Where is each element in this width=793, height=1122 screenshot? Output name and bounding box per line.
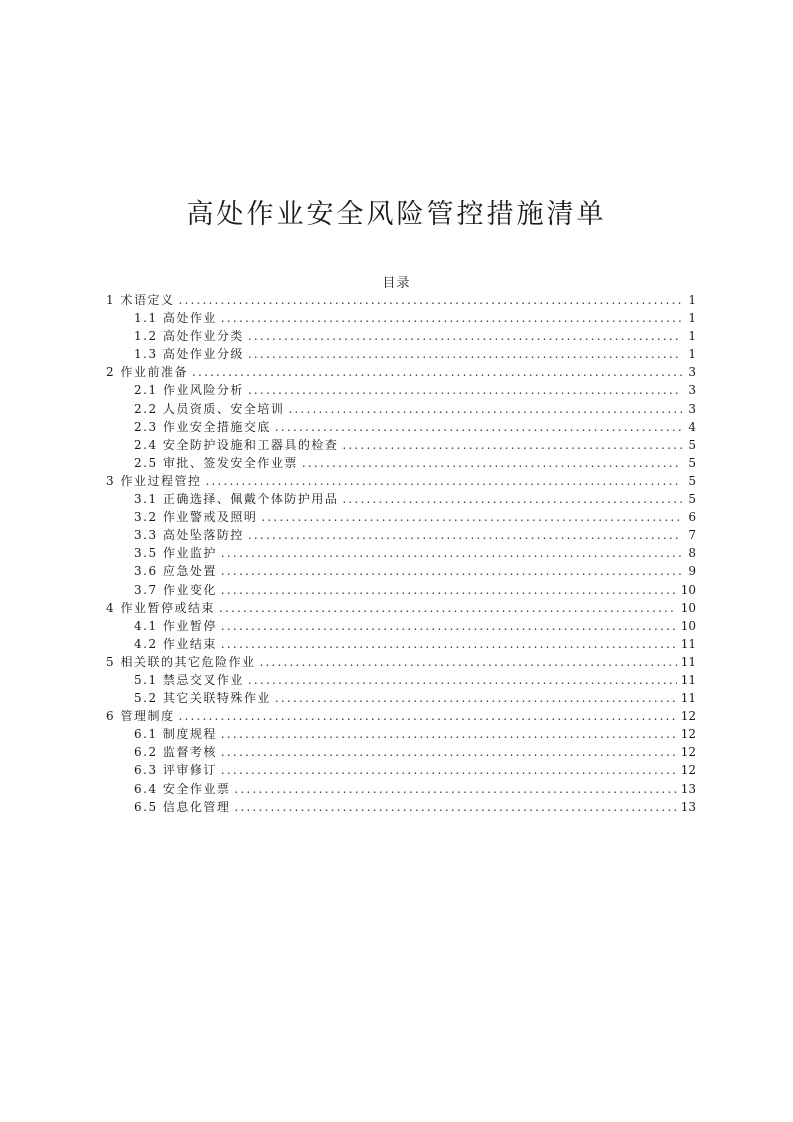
toc-dot-leader — [248, 671, 677, 689]
toc-entry[interactable] — [106, 327, 696, 345]
toc-entry[interactable] — [106, 454, 696, 472]
toc-entry-label: 3.2 作业警戒及照明 — [134, 510, 258, 525]
toc-dot-leader — [221, 617, 677, 635]
toc-entry[interactable] — [106, 798, 696, 816]
toc-entry[interactable] — [106, 472, 696, 490]
toc-entry-label: 1.2 高处作业分类 — [134, 329, 244, 344]
toc-page-number: 10 — [680, 618, 696, 633]
toc-dot-leader — [205, 472, 682, 490]
toc-dot-leader — [248, 327, 682, 345]
toc-entry-label: 2.1 作业风险分析 — [134, 383, 244, 398]
toc-entry-label: 4.1 作业暂停 — [134, 618, 217, 633]
toc-dot-leader — [342, 436, 682, 454]
toc-page-number: 8 — [688, 546, 696, 561]
toc-entry[interactable] — [106, 309, 696, 327]
toc-dot-leader — [221, 544, 682, 562]
toc-entry-label: 6 管理制度 — [106, 709, 175, 724]
toc-entry-label: 6.4 安全作业票 — [134, 781, 231, 796]
toc-page-number: 6 — [688, 510, 696, 525]
toc-dot-leader — [248, 345, 682, 363]
toc-page-number: 7 — [688, 528, 696, 543]
toc-dot-leader — [178, 707, 676, 725]
toc-entry-label: 4.2 作业结束 — [134, 636, 217, 651]
toc-entry-label: 2.5 审批、签发安全作业票 — [134, 455, 298, 470]
toc-dot-leader — [248, 526, 682, 544]
toc-dot-leader — [234, 798, 676, 816]
toc-entry[interactable] — [106, 381, 696, 399]
toc-entry[interactable] — [106, 581, 696, 599]
table-of-contents — [106, 291, 696, 816]
toc-entry-label: 3.7 作业变化 — [134, 582, 217, 597]
toc-page-number: 3 — [688, 401, 696, 416]
toc-entry[interactable] — [106, 526, 696, 544]
toc-entry[interactable] — [106, 400, 696, 418]
toc-entry-label: 6.5 信息化管理 — [134, 799, 231, 814]
toc-entry[interactable] — [106, 671, 696, 689]
toc-entry-label: 3.1 正确选择、佩戴个体防护用品 — [134, 492, 339, 507]
toc-entry-label: 1.1 高处作业 — [134, 311, 217, 326]
toc-page-number: 10 — [680, 600, 696, 615]
toc-entry-label: 5 相关联的其它危险作业 — [106, 654, 256, 669]
toc-page-number: 13 — [680, 781, 696, 796]
toc-page-number: 1 — [688, 293, 696, 307]
toc-entry-label: 3.5 作业监护 — [134, 546, 217, 561]
toc-entry-label: 2.4 安全防护设施和工器具的检查 — [134, 437, 339, 452]
document-title: 高处作业安全风险管控措施清单 — [186, 199, 607, 230]
toc-page-number: 12 — [680, 727, 696, 742]
toc-entry[interactable] — [106, 707, 696, 725]
toc-page-number: 11 — [680, 672, 696, 687]
toc-page-number: 4 — [688, 419, 696, 434]
toc-entry-label: 2.3 作业安全措施交底 — [134, 419, 271, 434]
toc-entry-label: 6.2 监督考核 — [134, 745, 217, 760]
toc-entry[interactable] — [106, 345, 696, 363]
toc-dot-leader — [288, 400, 682, 418]
toc-entry-label: 1 术语定义 — [106, 293, 175, 307]
toc-page-number: 3 — [688, 365, 696, 380]
toc-dot-leader — [275, 418, 682, 436]
toc-page-number: 10 — [680, 582, 696, 597]
toc-page-number: 5 — [688, 437, 696, 452]
toc-dot-leader — [221, 309, 682, 327]
toc-dot-leader — [221, 743, 677, 761]
toc-entry[interactable] — [106, 508, 696, 526]
toc-entry-label: 2 作业前准备 — [106, 365, 188, 380]
toc-entry[interactable] — [106, 617, 696, 635]
toc-entry-label: 5.1 禁忌交叉作业 — [134, 672, 244, 687]
toc-entry-label: 2.2 人员资质、安全培训 — [134, 401, 285, 416]
toc-dot-leader — [234, 780, 676, 798]
toc-page-number: 11 — [680, 636, 696, 651]
toc-page-number: 12 — [680, 745, 696, 760]
toc-page-number: 1 — [688, 329, 696, 344]
toc-page-number: 12 — [680, 763, 696, 778]
toc-dot-leader — [221, 635, 677, 653]
toc-page-number: 11 — [680, 691, 696, 706]
toc-entry[interactable] — [106, 725, 696, 743]
toc-entry[interactable] — [106, 689, 696, 707]
toc-dot-leader — [221, 725, 677, 743]
toc-dot-leader — [221, 562, 682, 580]
toc-entry[interactable] — [106, 761, 696, 779]
toc-dot-leader — [221, 761, 677, 779]
toc-entry-label: 6.1 制度规程 — [134, 727, 217, 742]
toc-entry-label: 3.6 应急处置 — [134, 564, 217, 579]
toc-page-number: 11 — [680, 654, 696, 669]
toc-entry[interactable] — [106, 291, 696, 309]
toc-dot-leader — [248, 381, 682, 399]
toc-entry[interactable] — [106, 635, 696, 653]
toc-dot-leader — [221, 581, 677, 599]
toc-entry-label: 3.3 高处坠落防控 — [134, 528, 244, 543]
toc-entry[interactable] — [106, 544, 696, 562]
toc-page-number: 1 — [688, 311, 696, 326]
toc-entry-label: 4 作业暂停或结束 — [106, 600, 215, 615]
toc-page-number: 5 — [688, 455, 696, 470]
toc-dot-leader — [219, 599, 677, 617]
toc-page-number: 5 — [688, 473, 696, 488]
toc-dot-leader — [261, 508, 682, 526]
toc-entry[interactable] — [106, 363, 696, 381]
toc-page-number: 9 — [688, 564, 696, 579]
toc-entry-label: 1.3 高处作业分级 — [134, 347, 244, 362]
toc-entry[interactable] — [106, 599, 696, 617]
toc-page-number: 13 — [680, 799, 696, 814]
toc-entry-label: 5.2 其它关联特殊作业 — [134, 691, 271, 706]
toc-page-number: 1 — [688, 347, 696, 362]
toc-entry[interactable] — [106, 562, 696, 580]
toc-dot-leader — [178, 291, 682, 309]
toc-entry[interactable] — [106, 653, 696, 671]
toc-page-number: 3 — [688, 383, 696, 398]
toc-entry[interactable] — [106, 780, 696, 798]
toc-heading: 目录 — [382, 276, 411, 291]
toc-dot-leader — [259, 653, 676, 671]
toc-dot-leader — [342, 490, 682, 508]
toc-entry-label: 3 作业过程管控 — [106, 473, 202, 488]
toc-page-number: 12 — [680, 709, 696, 724]
toc-entry-label: 6.3 评审修订 — [134, 763, 217, 778]
toc-page-number: 5 — [688, 492, 696, 507]
toc-dot-leader — [192, 363, 682, 381]
toc-dot-leader — [275, 689, 677, 707]
toc-entry[interactable] — [106, 490, 696, 508]
toc-entry[interactable] — [106, 743, 696, 761]
toc-entry[interactable] — [106, 436, 696, 454]
toc-entry[interactable] — [106, 418, 696, 436]
toc-dot-leader — [302, 454, 682, 472]
